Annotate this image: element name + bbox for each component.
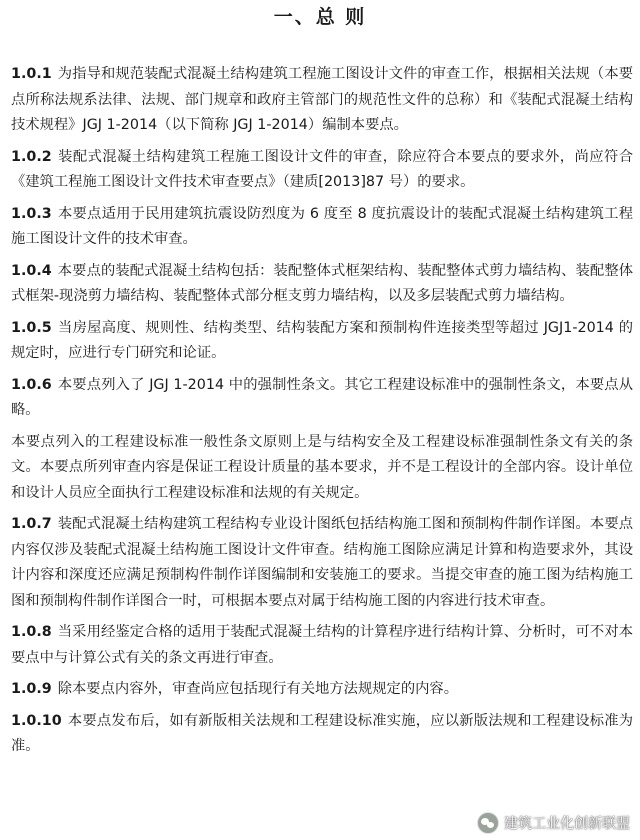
clause-number: 1.0.3 [11, 205, 52, 222]
clause-number: 1.0.10 [11, 712, 62, 729]
clause-number: 1.0.2 [11, 148, 52, 165]
clause-text: 装配式混凝土结构建筑工程结构专业设计图纸包括结构施工图和预制构件制作详图。本要点内容仅涉及装配式混凝土结构施工图设计文件审查。结构施工图除应满足计算和构造要求外，其设计内容和深度还应满足预制构件制作详图编制和安装施工的要求。当提交审查的施工图为结构施工图和预制构件制作详图合一时，可根据本要点对属于结构施工图的内容进行技术审查。 [11, 516, 633, 609]
clause-number: 1.0.4 [11, 262, 52, 279]
clause-1-0-9 [11, 677, 633, 703]
clause-text: 本要点的装配式混凝土结构包括：装配整体式框架结构、装配整体式剪力墙结构、装配整体式框架-现浇剪力墙结构、装配整体式部分框支剪力墙结构，以及多层装配式剪力墙结构。 [11, 262, 633, 304]
watermark [477, 812, 630, 834]
watermark-text: 建筑工业化创新联盟 [504, 816, 630, 832]
clause-1-0-2 [11, 145, 633, 196]
clause-number: 1.0.8 [11, 624, 52, 640]
clause-1-0-10 [11, 709, 633, 760]
clause-number: 1.0.6 [11, 376, 52, 393]
clause-1-0-1 [11, 62, 633, 139]
clause-1-0-6-note [11, 430, 633, 507]
clause-text: 本要点发布后，如有新版相关法规和工程建设标准实施，应以新版法规和工程建设标准为准。 [11, 712, 633, 754]
wechat-icon [477, 812, 499, 834]
clause-number: 1.0.7 [11, 516, 52, 532]
document-body [11, 62, 633, 766]
clause-text: 当采用经鉴定合格的适用于装配式混凝土结构的计算程序进行结构计算、分析时，可不对本要点中与计算公式有关的条文再进行审查。 [11, 624, 633, 666]
clause-text: 装配式混凝土结构建筑工程施工图设计文件的审查，除应符合本要点的要求外，尚应符合《建筑工程施工图设计文件技术审查要点》（建质[2013]87 号）的要求。 [11, 148, 633, 190]
clause-1-0-8 [11, 620, 633, 671]
clause-text: 当房屋高度、规则性、结构类型、结构装配方案和预制构件连接类型等超过 JGJ1-2014 的规定时，应进行专门研究和论证。 [11, 319, 633, 361]
clause-number: 1.0.9 [11, 681, 52, 697]
clause-text: 本要点列入了 JGJ 1-2014 中的强制性条文。其它工程建设标准中的强制性条文，本要点从略。 [11, 376, 633, 418]
clause-1-0-6 [11, 373, 633, 424]
page-title: 一、总 则 [273, 6, 367, 28]
clause-1-0-7 [11, 512, 633, 614]
clause-text: 本要点适用于民用建筑抗震设防烈度为 6 度至 8 度抗震设计的装配式混凝土结构建筑工程施工图设计文件的技术审查。 [11, 205, 633, 247]
clause-text: 本要点列入的工程建设标准一般性条文原则上是与结构安全及工程建设标准强制性条文有关的条文。本要点所列审查内容是保证工程设计质量的基本要求，并不是工程设计的全部内容。设计单位和设计人员应全面执行工程建设标准和法规的有关规定。 [11, 433, 633, 501]
clause-number: 1.0.5 [11, 319, 52, 336]
clause-text: 除本要点内容外，审查尚应包括现行有关地方法规规定的内容。 [57, 681, 459, 697]
clause-text: 为指导和规范装配式混凝土结构建筑工程施工图设计文件的审查工作，根据相关法规（本要点所称法规系法律、法规、部门规章和政府主管部门的规范性文件的总称）和《装配式混凝土结构技术规程》JGJ 1-2014（以下简称 JGJ 1-2014）编制本要点。 [11, 66, 633, 133]
clause-1-0-3 [11, 202, 633, 253]
clause-1-0-5 [11, 316, 633, 367]
clause-number: 1.0.1 [11, 66, 52, 82]
clause-1-0-4 [11, 259, 633, 310]
